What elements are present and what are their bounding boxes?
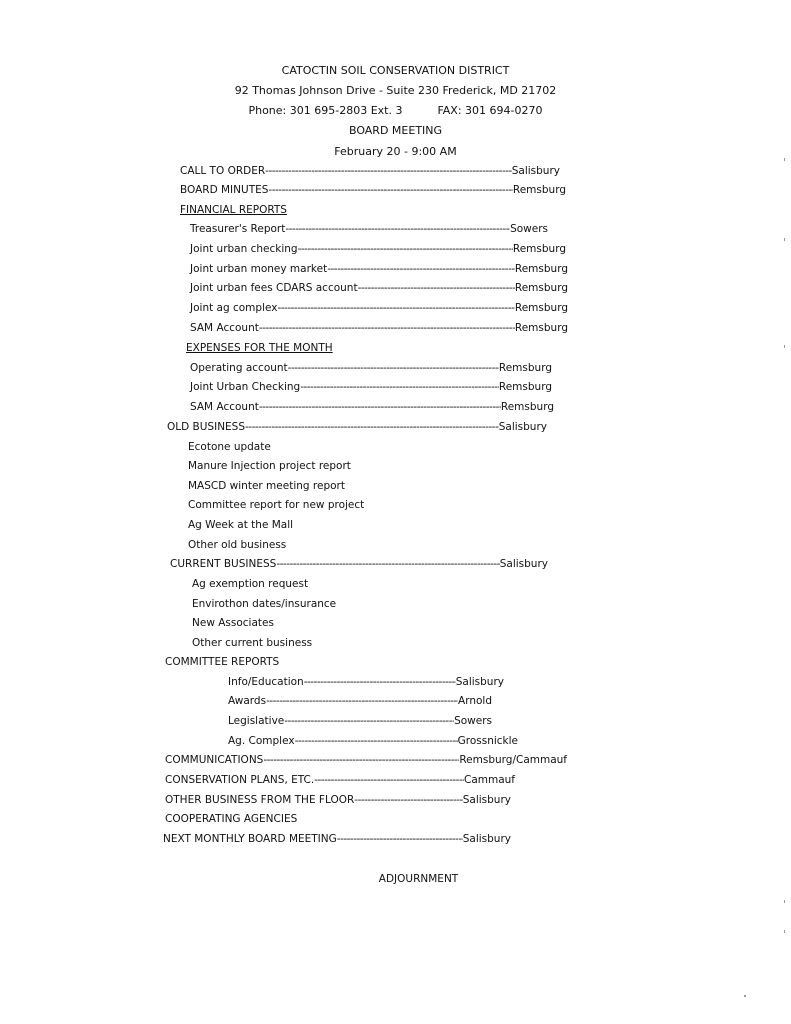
expense-item: SAM Account ----- Remsburg — [190, 400, 554, 414]
scan-speck — [784, 238, 785, 241]
agenda-communications: COMMUNICATIONS ----- Remsburg/Cammauf — [165, 753, 567, 767]
old-business-item: Committee report for new project — [188, 499, 365, 511]
old-business-item: MASCD winter meeting report — [188, 480, 345, 492]
committee-item: Ag. Complex ----- Grossnickle — [228, 734, 518, 748]
old-business-item: Ag Week at the Mall — [188, 519, 294, 531]
phone: Phone: 301 695-2803 Ext. 3 — [248, 104, 403, 117]
financial-item: Treasurer's Report ----- Sowers — [190, 222, 548, 236]
agenda-call-to-order: CALL TO ORDER ----- Salisbury — [180, 164, 560, 178]
contact-line — [0, 104, 791, 118]
expense-item: Operating account ----- Remsburg — [190, 361, 552, 375]
financial-item: Joint ag complex ----- Remsburg — [190, 301, 568, 315]
current-business-item: New Associates — [192, 617, 274, 629]
adjournment: ADJOURNMENT — [378, 873, 459, 885]
committee-item: Awards ----- Arnold — [228, 694, 492, 708]
agenda-old-business: OLD BUSINESS ----- Salisbury — [167, 420, 547, 434]
org-name: CATOCTIN SOIL CONSERVATION DISTRICT — [281, 64, 510, 77]
scan-speck — [744, 995, 746, 997]
committee-reports-heading: COMMITTEE REPORTS — [165, 656, 280, 668]
financial-item: Joint urban checking ----- Remsburg — [190, 242, 566, 256]
expense-item: Joint Urban Checking ----- Remsburg — [190, 380, 552, 394]
agenda-cooperating-agencies: COOPERATING AGENCIES — [165, 813, 298, 825]
agenda-other-business: OTHER BUSINESS FROM THE FLOOR ----- Salisbury — [165, 793, 511, 807]
financial-item: Joint urban fees CDARS account ----- Remsburg — [190, 281, 568, 295]
expenses-heading: EXPENSES FOR THE MONTH — [186, 342, 333, 354]
address: 92 Thomas Johnson Drive - Suite 230 Frederick, MD 21702 — [234, 84, 557, 97]
financial-reports-heading: FINANCIAL REPORTS — [180, 204, 287, 216]
scan-speck — [784, 930, 785, 933]
current-business-item: Envirothon dates/insurance — [192, 598, 337, 610]
current-business-item: Ag exemption request — [192, 578, 309, 590]
committee-item: Info/Education ----- Salisbury — [228, 675, 504, 689]
agenda-conservation-plans: CONSERVATION PLANS, ETC. ----- Cammauf — [165, 773, 515, 787]
agenda-board-minutes: BOARD MINUTES ----- Remsburg — [180, 183, 566, 197]
scan-speck — [784, 345, 785, 348]
old-business-item: Manure Injection project report — [188, 460, 351, 472]
meeting-date: February 20 - 9:00 AM — [334, 145, 457, 158]
agenda-next-meeting: NEXT MONTHLY BOARD MEETING ----- Salisbury — [163, 832, 511, 846]
committee-item: Legislative ----- Sowers — [228, 714, 492, 728]
financial-item: SAM Account ----- Remsburg — [190, 321, 568, 335]
meeting-title: BOARD MEETING — [348, 124, 443, 137]
agenda-current-business: CURRENT BUSINESS ----- Salisbury — [170, 557, 548, 571]
scan-speck — [784, 900, 785, 903]
financial-item: Joint urban money market ----- Remsburg — [190, 262, 568, 276]
old-business-item: Other old business — [188, 539, 287, 551]
old-business-item: Ecotone update — [188, 441, 271, 453]
scan-speck — [784, 158, 785, 161]
fax: FAX: 301 694-0270 — [437, 104, 543, 117]
current-business-item: Other current business — [192, 637, 313, 649]
